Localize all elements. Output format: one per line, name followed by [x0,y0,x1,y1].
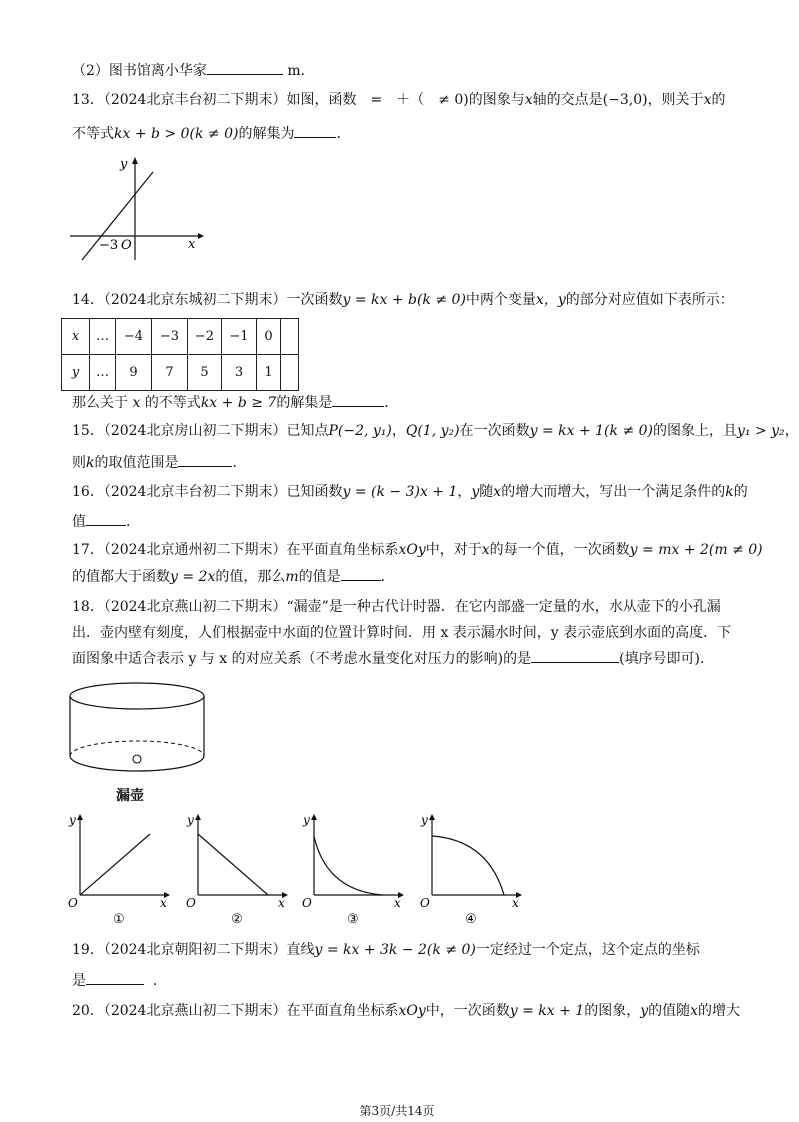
vessel-caption: 漏壶 [116,788,144,804]
answer-blank[interactable] [294,123,336,138]
answer-blank[interactable] [531,648,619,663]
q19-line1: 19．（2024北京朝阳初二下期末）直线y = kx + 3k − 2(k ≠ 0)一定经过一个定点，这个定点的坐标 [72,942,700,958]
q16-line1: 16．（2024北京丰台初二下期末）已知函数y = (k − 3)x + 1，y随x的增大而增大，写出一个满足条件的k的 [72,484,748,500]
y-axis-arrow-icon [77,814,83,820]
page-footer: 第3页/共14页 [359,1104,435,1118]
tick-label: −3 [99,238,119,253]
graph-curve [314,836,382,895]
q18-line1: 18．（2024北京燕山初二下期末）“漏壶”是一种古代计时器．在它内部盛一定量的水，水从壶下的小孔漏 [72,599,721,615]
q19-line2: 是 ． [72,970,167,991]
graph-curve [432,836,504,895]
answer-blank[interactable] [207,60,283,75]
graph-3 [300,810,410,925]
x-label: x [188,237,196,252]
q18-line2: 出．壶内壁有刻度，人们根据壶中水面的位置计算时间．用 x 表示漏水时间，y 表示壶底到水面的高度．下 [72,625,732,641]
graph-4 [418,810,528,925]
water-clock-vessel [66,680,208,782]
small-hole-icon [133,755,141,763]
q18-line3: 面图象中适合表示 y 与 x 的对应关系（不考虑水量变化对压力的影响)的是 (填序号即可)． [72,648,714,669]
q13-line1: 13．（2024北京丰台初二下期末）如图，函数 = ＋（ ≠ 0)的图象与x轴的交点是(−3,0)，则关于x的 [72,92,726,108]
q20-line1: 20．（2024北京燕山初二下期末）在平面直角坐标系xOy中，一次函数y = kx + 1的图象，y的值随x的增大 [72,1003,741,1019]
q13-line2: 不等式kx + b > 0(k ≠ 0)的解集为 ． [72,123,350,144]
q14-value-table [61,318,299,391]
y-label: y [120,157,128,172]
table-row: y … 9 7 5 3 1 [62,355,299,391]
graph-1 [66,810,176,925]
answer-blank[interactable] [332,392,384,407]
answer-blank[interactable] [178,452,232,467]
y-axis-arrow-icon [429,814,435,820]
svg-text:x: x [394,896,401,910]
svg-text:y: y [69,813,76,827]
q17-line1: 17．（2024北京通州初二下期末）在平面直角坐标系xOy中，对于x的每一个值，一次函数y = mx + 2(m ≠ 0) [72,542,763,558]
svg-text:y: y [187,813,194,827]
y-axis-arrow-icon [311,814,317,820]
q14-line1: 14．（2024北京东城初二下期末）一次函数y = kx + b(k ≠ 0)中两个变量x，y的部分对应值如下表所示： [72,292,734,308]
answer-blank[interactable] [86,970,144,985]
y-axis-arrow-icon [195,814,201,820]
q17-line2: 的值都大于函数y = 2x的值，那么m的值是 ． [72,566,395,587]
svg-text:④: ④ [465,912,477,927]
q13-graph [60,150,210,265]
q16-line2: 值 ． [72,511,140,532]
svg-text:O: O [302,896,312,910]
svg-text:O: O [68,896,78,910]
x-axis-arrow-icon [198,233,204,239]
svg-text:①: ① [113,912,125,927]
svg-text:x: x [160,896,167,910]
graph-curve [80,834,150,895]
q12-part2: （2）图书馆离小华家 m． [72,60,315,81]
svg-text:y: y [421,813,428,827]
svg-text:x: x [278,896,285,910]
svg-text:O: O [186,896,196,910]
answer-blank[interactable] [86,511,126,526]
graph-2 [184,810,294,925]
table-row: x … −4 −3 −2 −1 0 [62,319,299,355]
answer-blank[interactable] [341,566,381,581]
svg-text:②: ② [231,912,243,927]
origin-label: O [121,238,132,253]
svg-text:③: ③ [347,912,359,927]
svg-text:x: x [512,896,519,910]
graph-curve [198,834,268,895]
svg-text:O: O [420,896,430,910]
q15-line2: 则k的取值范围是 ． [72,452,246,473]
q14-line2: 那么关于 x 的不等式kx + b ≥ 7的解集是 ． [72,392,398,413]
q15-line1: 15．（2024北京房山初二下期末）已知点P(−2, y₁)，Q(1, y₂)在一次函数y = kx + 1(k ≠ 0)的图象上，且y₁ > y₂， [72,423,799,439]
svg-text:y: y [303,813,310,827]
y-axis-arrow-icon [132,157,138,164]
